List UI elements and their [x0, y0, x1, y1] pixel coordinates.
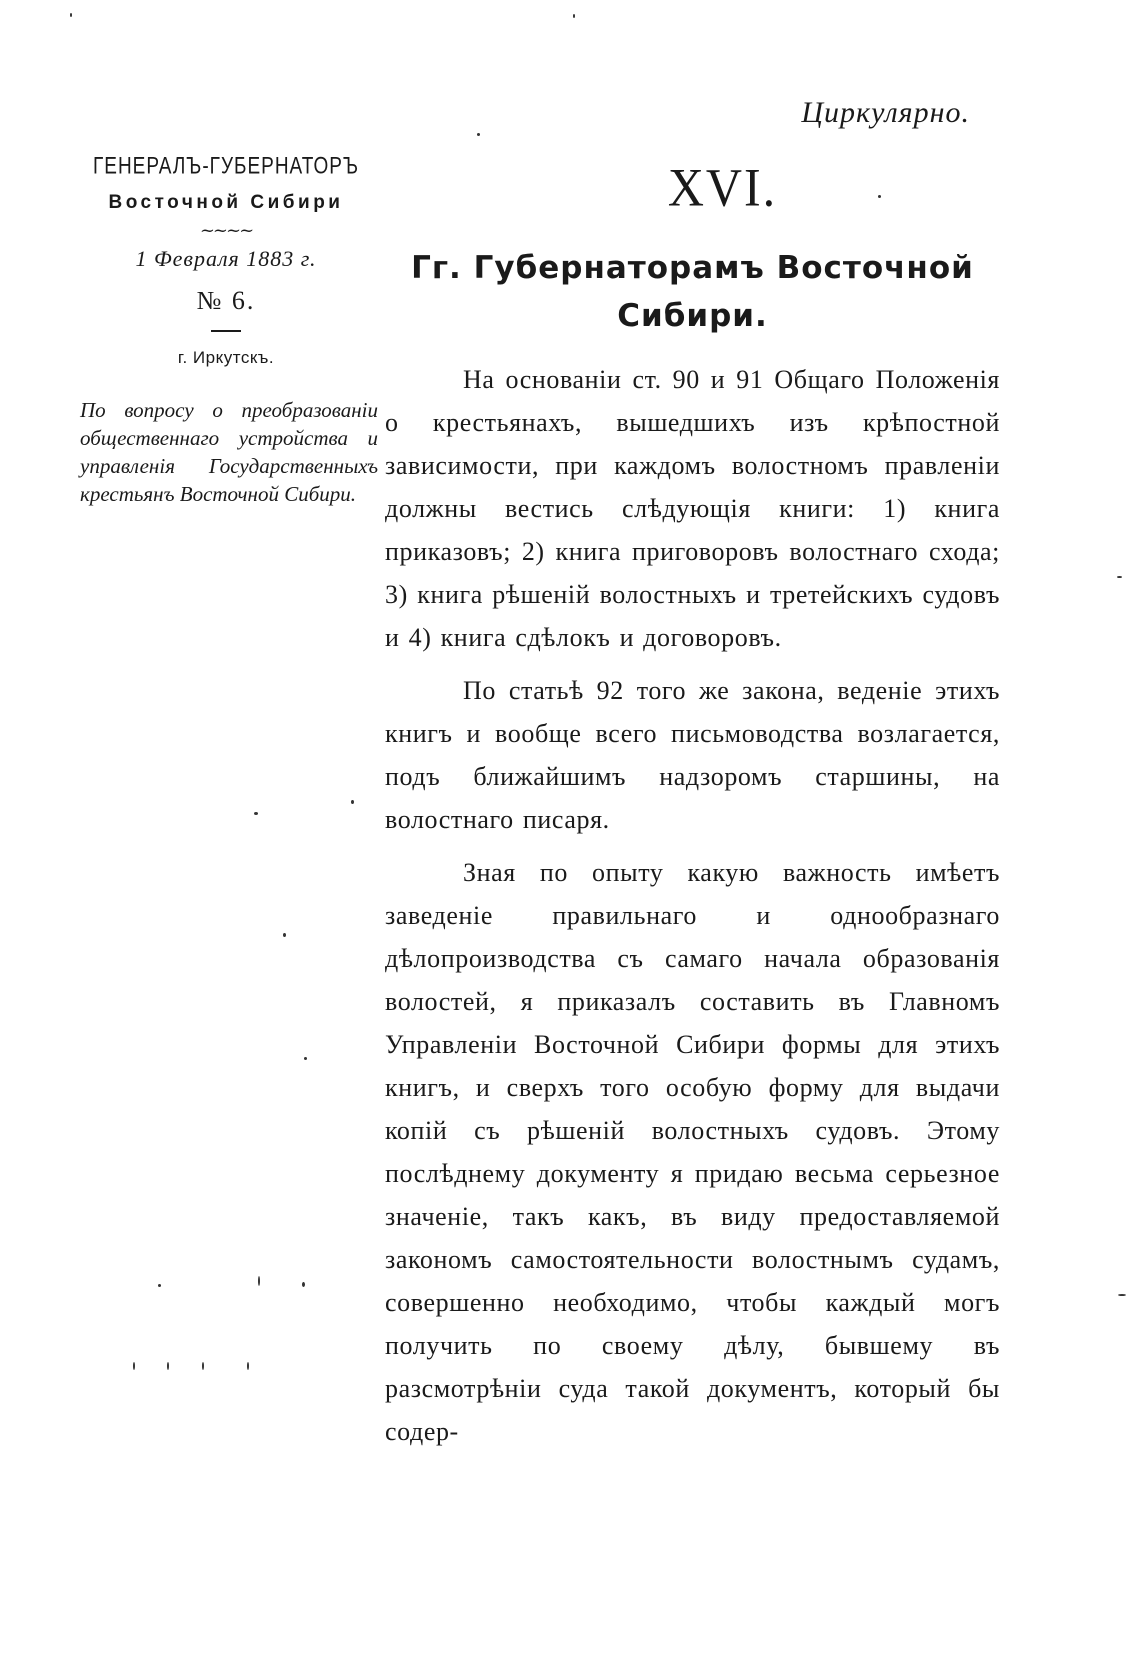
- body-paragraph-3: Зная по опыту какую важность имѣетъ заведеніе правильнаго и однообразнаго дѣлопроизводства съ самаго начала образованія волостей, я приказалъ составить въ Главномъ Управленіи Восточной Сибири формы для этихъ книгъ, и сверхъ того особую форму для выдачи копій съ рѣшеній волостныхъ судовъ. Этому послѣднему документу я придаю весьма серьезное значеніе, такъ какъ, въ виду предоставляемой закономъ самостоятельности волостнымъ судамъ, совершенно необходимо, чтобы каждый могъ получить по своему дѣлу, бывшему въ разсмотрѣніи суда такой документъ, который бы содер-: [385, 858, 1000, 1446]
- document-subject: По вопросу о преобразованіи общественнаго устройства и управленія Государственныхъ крестьянъ Восточной Сибири.: [80, 398, 378, 506]
- scan-speck: [878, 195, 881, 198]
- document-number: № 6.: [196, 286, 256, 315]
- scan-speck: [202, 1362, 204, 1370]
- scan-speck: [1118, 1294, 1126, 1296]
- issuer-title: ГЕНЕРАЛЪ-ГУБЕРНАТОРЪ: [92, 153, 359, 180]
- body-paragraph-1: На основаніи ст. 90 и 91 Общаго Положенія о крестьянахъ, вышедшихъ изъ крѣпостной зависимости, при каждомъ волостномъ правленіи должны вестись слѣдующія книги: 1) книга приказовъ; 2) книга приговоровъ волостнаго схода; 3) книга рѣшеній волостныхъ и третейскихъ судовъ и 4) книга сдѣлокъ и договоровъ.: [385, 365, 1000, 652]
- scan-speck: [302, 1282, 305, 1287]
- scan-speck: [258, 1276, 260, 1286]
- document-city: г. Иркутскъ.: [177, 348, 275, 367]
- tilde-separator: ~~~~: [199, 220, 253, 241]
- main-column: [385, 150, 1000, 1463]
- scan-speck: [283, 933, 286, 937]
- scan-speck: [304, 1057, 307, 1060]
- scan-speck: [351, 800, 354, 804]
- scan-speck: [167, 1362, 169, 1370]
- margin-column: [70, 148, 382, 508]
- document-date: 1 Февраля 1883 г.: [135, 246, 317, 271]
- issuer-region: Восточной Сибири: [108, 192, 344, 213]
- scan-speck: [254, 812, 258, 815]
- circular-mark: Циркулярно.: [801, 96, 970, 129]
- scan-speck: [70, 13, 72, 17]
- scan-speck: [247, 1362, 249, 1370]
- scan-speck: [1117, 576, 1122, 578]
- scan-speck: [477, 133, 480, 136]
- scan-speck: [133, 1362, 135, 1370]
- body-paragraph-2: По статьѣ 92 того же закона, веденіе этихъ книгъ и вообще всего письмоводства возлагается, подъ ближайшимъ надзоромъ старшины, на волостнаго писаря.: [385, 676, 1000, 834]
- dash-separator: [211, 330, 241, 332]
- scan-speck: [573, 14, 575, 18]
- section-numeral: XVI.: [667, 156, 778, 218]
- addressee-heading: Гг. Губернаторамъ Восточной Сибири.: [411, 250, 974, 334]
- scan-speck: [158, 1284, 161, 1287]
